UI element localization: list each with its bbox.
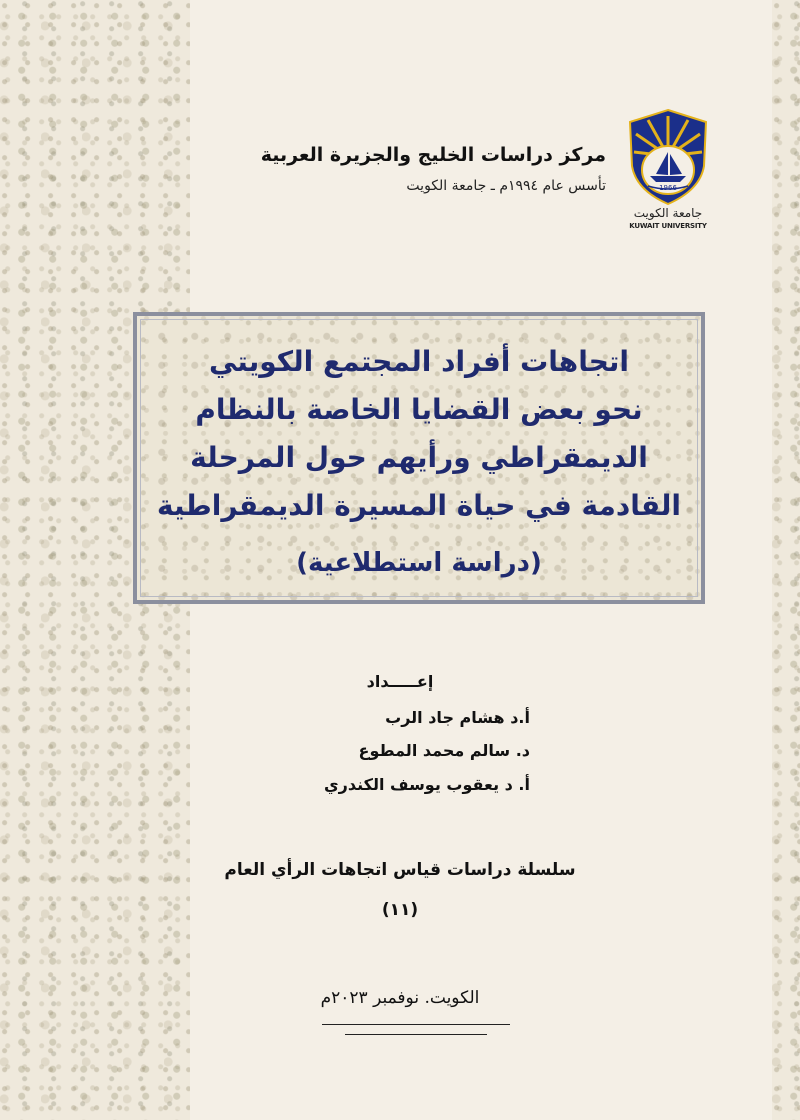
series-name: سلسلة دراسات قياس اتجاهات الرأي العام — [224, 860, 576, 880]
title-line-1: اتجاهات أفراد المجتمع الكويتي — [208, 345, 630, 378]
title-line-2: نحو بعض القضايا الخاصة بالنظام — [195, 393, 643, 426]
prepared-by-label: إعـــــداد — [366, 672, 434, 691]
author-3: أ. د يعقوب يوسف الكندري — [324, 775, 530, 794]
author-2: د. سالم محمد المطوع — [358, 741, 530, 760]
logo-caption-arabic: جامعة الكويت — [633, 206, 703, 220]
footer-rule-1 — [322, 1024, 510, 1025]
logo-caption-english: KUWAIT UNIVERSITY — [629, 222, 707, 230]
footer-rule-2 — [345, 1034, 487, 1035]
title-box — [133, 312, 705, 604]
subtitle: (دراسة استطلاعية) — [296, 548, 542, 578]
center-name: مركز دراسات الخليج والجزيرة العربية — [260, 144, 606, 166]
place-date: الكويت. نوفمبر ٢٠٢٣م — [320, 988, 480, 1008]
series-number: (١١) — [381, 900, 419, 920]
title-line-3: الديمقراطي ورأيهم حول المرحلة — [190, 441, 648, 474]
author-1: أ.د هشام جاد الرب — [385, 708, 530, 727]
right-texture-strip — [772, 0, 800, 1120]
logo-year: 1966 — [659, 184, 677, 192]
center-founded-line: تأسس عام ١٩٩٤م ـ جامعة الكويت — [406, 178, 606, 194]
title-line-4: القادمة في حياة المسيرة الديمقراطية — [156, 489, 682, 522]
title — [137, 338, 701, 530]
